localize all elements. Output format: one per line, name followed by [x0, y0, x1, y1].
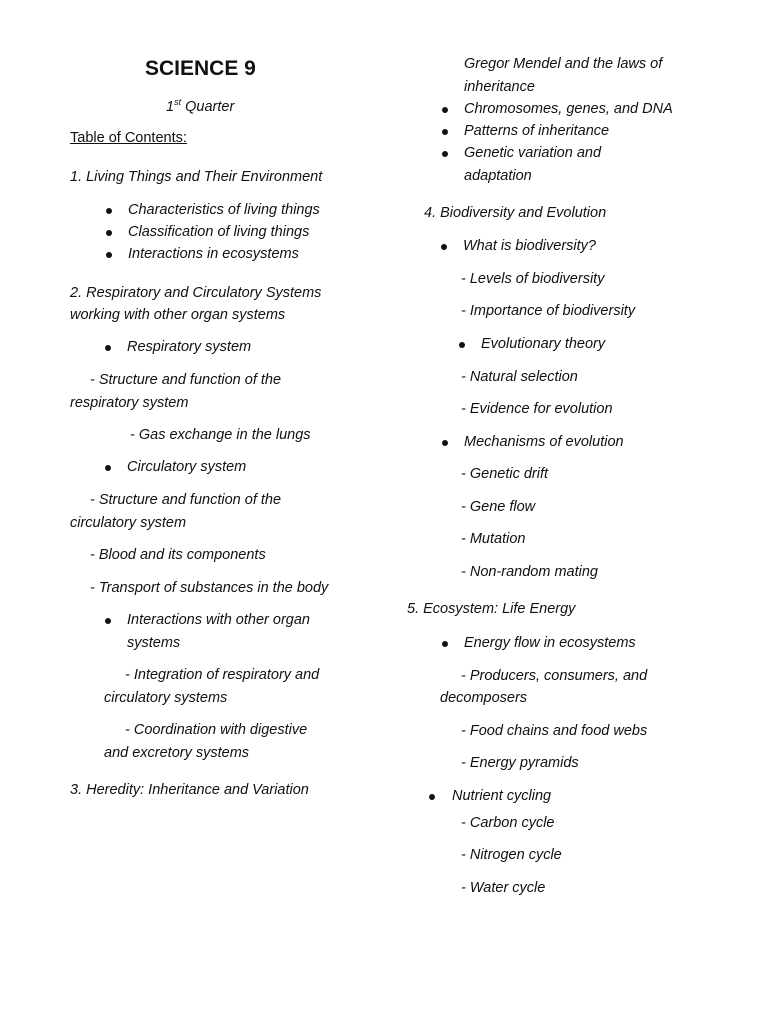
bullet-icon — [105, 465, 111, 471]
sub-item: - Gene flow — [461, 499, 536, 515]
bullet-icon — [106, 230, 112, 236]
bullet-icon — [442, 107, 448, 113]
section-4-title: 4. Biodiversity and Evolution — [424, 205, 607, 221]
sub-item: - Blood and its components — [90, 547, 266, 563]
quarter-superscript: st — [174, 97, 182, 107]
list-item-line2: systems — [127, 635, 181, 651]
table-of-contents-heading: Table of Contents: — [70, 130, 187, 146]
sub-item: - Evidence for evolution — [461, 401, 613, 417]
list-item: Energy flow in ecosystems — [464, 635, 636, 651]
sub-item: - Structure and function of the — [90, 372, 282, 388]
sub-item: - Structure and function of the — [90, 492, 282, 508]
sub-item: - Carbon cycle — [461, 815, 555, 831]
list-item: Classification of living things — [128, 224, 310, 240]
sub-item: - Food chains and food webs — [461, 723, 648, 739]
list-item: Gregor Mendel and the laws of — [464, 56, 663, 72]
bullet-icon — [442, 129, 448, 135]
sub-item: - Nitrogen cycle — [461, 847, 562, 863]
sub-item: - Energy pyramids — [461, 755, 579, 771]
sub-item: - Natural selection — [461, 369, 578, 385]
list-item-line2: inheritance — [464, 79, 535, 95]
section-3-title: 3. Heredity: Inheritance and Variation — [70, 782, 309, 798]
sub-item: - Importance of biodiversity — [461, 303, 636, 319]
quarter-label — [166, 97, 234, 115]
sub-item: - Integration of respiratory and — [125, 667, 320, 683]
sub-item-line2: and excretory systems — [104, 745, 250, 761]
list-item: What is biodiversity? — [463, 238, 596, 254]
list-item: Interactions with other organ — [127, 612, 310, 628]
list-item: Genetic variation and — [464, 145, 602, 161]
section-1-title: 1. Living Things and Their Environment — [70, 169, 323, 185]
list-item: Evolutionary theory — [481, 336, 606, 352]
bullet-icon — [442, 440, 448, 446]
sub-item-line2: circulatory systems — [104, 690, 228, 706]
page-title: SCIENCE 9 — [145, 57, 256, 80]
list-item: Nutrient cycling — [452, 788, 552, 804]
quarter-text: Quarter — [181, 98, 235, 115]
sub-item: - Mutation — [461, 531, 526, 547]
sub-item: - Producers, consumers, and — [461, 668, 648, 684]
bullet-icon — [441, 244, 447, 250]
section-2-title: 2. Respiratory and Circulatory Systems — [70, 285, 322, 301]
bullet-icon — [106, 252, 112, 258]
section-5-title: 5. Ecosystem: Life Energy — [407, 601, 576, 617]
sub-item: - Genetic drift — [461, 466, 549, 482]
list-item: Respiratory system — [127, 339, 252, 355]
sub-item: - Gas exchange in the lungs — [130, 427, 311, 443]
sub-item-line2: circulatory system — [70, 515, 187, 531]
list-item-line2: adaptation — [464, 168, 532, 184]
section-2-title-line2: working with other organ systems — [70, 307, 286, 323]
list-item: Patterns of inheritance — [464, 123, 610, 139]
sub-item: - Levels of biodiversity — [461, 271, 605, 287]
sub-item: - Non-random mating — [461, 564, 598, 580]
sub-item: - Coordination with digestive — [125, 722, 308, 738]
bullet-icon — [105, 618, 111, 624]
bullet-icon — [429, 794, 435, 800]
quarter-number: 1 — [166, 98, 175, 115]
list-item: Characteristics of living things — [128, 202, 320, 218]
list-item: Circulatory system — [127, 459, 247, 475]
bullet-icon — [459, 342, 465, 348]
sub-item-line2: decomposers — [440, 690, 528, 706]
bullet-icon — [106, 208, 112, 214]
bullet-icon — [442, 151, 448, 157]
list-item: Chromosomes, genes, and DNA — [464, 101, 673, 117]
bullet-icon — [105, 345, 111, 351]
list-item: Mechanisms of evolution — [464, 434, 624, 450]
list-item: Interactions in ecosystems — [128, 246, 299, 262]
sub-item: - Transport of substances in the body — [90, 580, 329, 596]
sub-item: - Water cycle — [461, 880, 546, 896]
bullet-icon — [442, 641, 448, 647]
sub-item-line2: respiratory system — [70, 395, 189, 411]
